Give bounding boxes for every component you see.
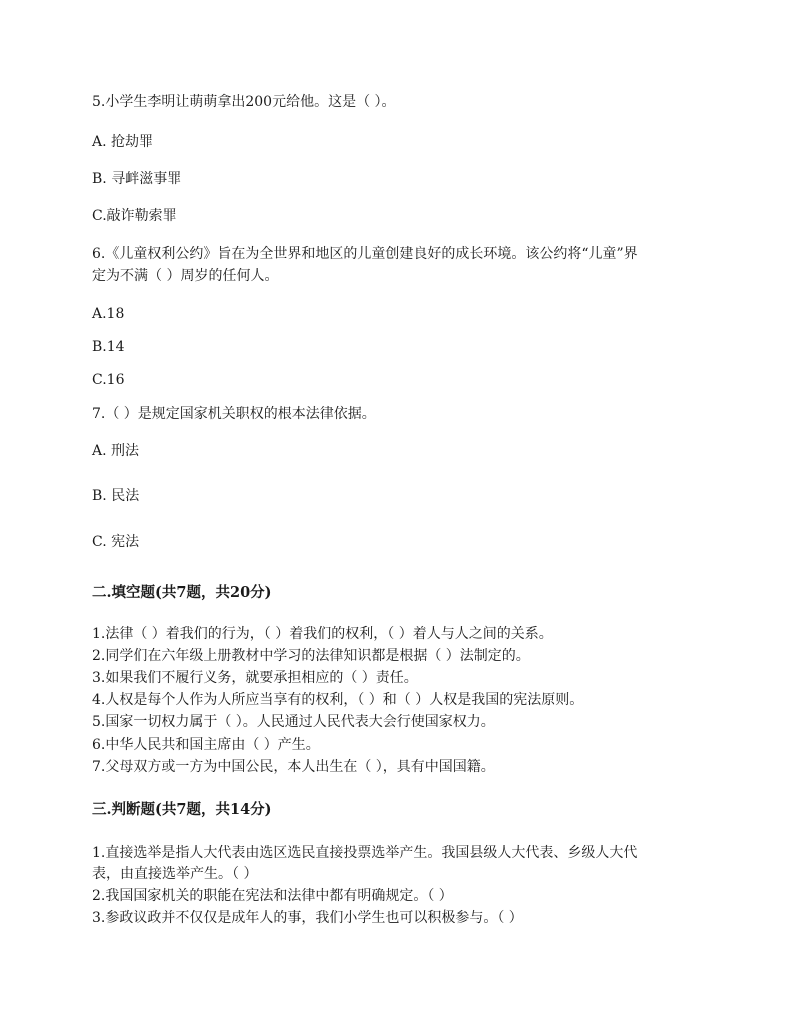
- fill-item-6: 6.中华人民共和国主席由（ ）产生。: [92, 737, 320, 753]
- fill-item-1: 1.法律（ ）着我们的行为，（ ）着我们的权利，（ ）着人与人之间的关系。: [92, 626, 553, 642]
- question-5-option-b: B. 寻衅滋事罪: [92, 171, 182, 187]
- fill-item-2: 2.同学们在六年级上册教材中学习的法律知识都是根据（ ）法制定的。: [92, 648, 530, 664]
- question-7-option-a: A. 刑法: [92, 443, 140, 459]
- fill-item-7: 7.父母双方或一方为中国公民，本人出生在（ ），具有中国国籍。: [92, 759, 495, 775]
- question-6-option-a: A.18: [92, 306, 125, 322]
- question-7-stem: 7.（ ）是规定国家机关职权的根本法律依据。: [92, 406, 376, 422]
- question-6-stem-line1: 6.《儿童权利公约》旨在为全世界和地区的儿童创建良好的成长环境。该公约将“儿童”界: [92, 246, 638, 262]
- fill-item-5: 5.国家一切权力属于（ ）。人民通过人民代表大会行使国家权力。: [92, 714, 495, 730]
- fill-item-3: 3.如果我们不履行义务，就要承担相应的（ ）责任。: [92, 670, 418, 686]
- judge-item-3: 3.参政议政并不仅仅是成年人的事，我们小学生也可以积极参与。（ ）: [92, 910, 523, 926]
- question-7-option-c: C. 宪法: [92, 534, 140, 550]
- question-5-option-c: C.敲诈勒索罪: [92, 208, 177, 224]
- question-6-stem-line2: 定为不满（ ）周岁的任何人。: [92, 268, 279, 284]
- question-5-option-a: A. 抢劫罪: [92, 134, 154, 150]
- question-5-stem: 5.小学生李明让萌萌拿出200元给他。这是（ ）。: [92, 94, 396, 110]
- question-6-option-b: B.14: [92, 339, 125, 355]
- question-7-option-b: B. 民法: [92, 488, 140, 504]
- section-3-heading: 三.判断题(共7题，共14分): [92, 801, 272, 818]
- judge-item-1-line2: 表，由直接选举产生。（ ）: [92, 866, 258, 882]
- section-2-heading: 二.填空题(共7题，共20分): [92, 584, 272, 601]
- judge-item-2: 2.我国国家机关的职能在宪法和法律中都有明确规定。（ ）: [92, 888, 453, 904]
- question-6-option-c: C.16: [92, 372, 125, 388]
- fill-item-4: 4.人权是每个人作为人所应当享有的权利，（ ）和（ ）人权是我国的宪法原则。: [92, 692, 584, 708]
- judge-item-1-line1: 1.直接选举是指人大代表由选区选民直接投票选举产生。我国县级人大代表、乡级人大代: [92, 845, 638, 861]
